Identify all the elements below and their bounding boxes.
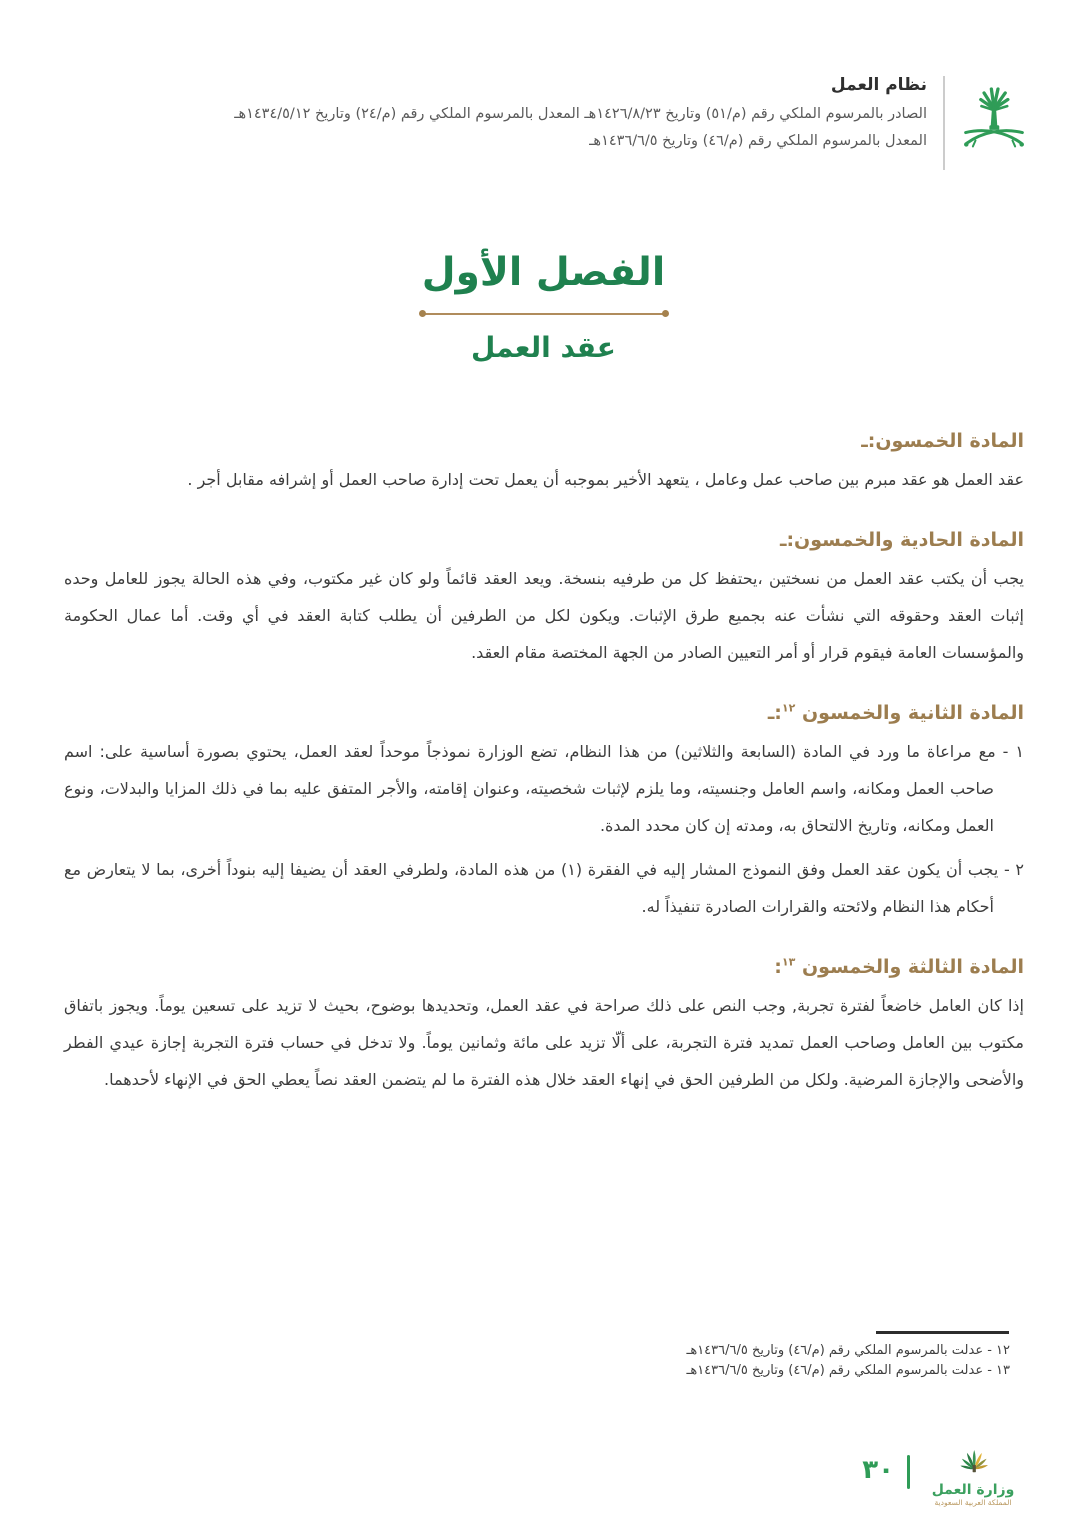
ministry-logo xyxy=(923,1436,1023,1508)
footnote-13: ١٣ - عدلت بالمرسوم الملكي رقم (م/٤٦) وتاريخ ١٤٣٦/٦/٥هـ xyxy=(686,1363,1010,1378)
saudi-emblem-icon xyxy=(961,68,1027,176)
article-52-item-1: ١ - مع مراعاة ما ورد في المادة (السابعة والثلاثين) من هذا النظام، تضع الوزارة نموذجاً موحداً لعقد العمل، يحتوي بصورة أساسية على: اسم صاحب العمل ومكانه، واسم العامل وجنسيته، وما يلزم لإثبات شخصيته، وعنوان إقامته، والأجر المتفق عليه بما في ذلك المزايا والبدلات، ونوع العمل ومكانه، وتاريخ الالتحاق به، ومدته إن كان محدد المدة. xyxy=(64,742,1024,835)
article-50-heading-text: المادة الخمسون xyxy=(875,430,1024,452)
document-title: نظام العمل xyxy=(830,75,927,95)
page-number-divider xyxy=(907,1455,910,1489)
article-53-heading xyxy=(64,952,1024,982)
article-53 xyxy=(64,952,1024,1098)
decree-line-1: الصادر بالمرسوم الملكي رقم (م/٥١) وتاريخ ١٤٢٦/٨/٢٣هـ المعدل بالمرسوم الملكي رقم (م/٢٤) وتاريخ ١٤٣٤/٥/١٢هـ xyxy=(234,106,927,122)
articles-section xyxy=(64,426,1024,1125)
article-50-heading xyxy=(64,426,1024,456)
chapter-title: الفصل الأول xyxy=(421,250,666,295)
chapter-divider-rule xyxy=(423,313,665,315)
article-52-footnote-ref: ١٢ xyxy=(781,701,796,715)
article-51-heading-suffix: :ـ xyxy=(779,529,795,551)
article-52-heading-text: المادة الثانية والخمسون xyxy=(801,702,1024,724)
article-53-heading-suffix: : xyxy=(774,956,782,978)
header-divider xyxy=(943,76,945,170)
article-50-body: عقد العمل هو عقد مبرم بين صاحب عمل وعامل ، يتعهد الأخير بموجبه أن يعمل تحت إدارة صاحب العمل أو إشرافه مقابل أجر . xyxy=(187,470,1024,489)
chapter-header xyxy=(0,250,1087,364)
chapter-subtitle: عقد العمل xyxy=(471,330,616,364)
article-50 xyxy=(64,426,1024,498)
page-footer xyxy=(862,1436,1023,1508)
article-53-footnote-ref: ١٣ xyxy=(781,955,796,969)
article-51-body: يجب أن يكتب عقد العمل من نسختين ،يحتفظ كل من طرفيه بنسخة. ويعد العقد قائماً ولو كان غير مكتوب، وفي هذه الحالة يجوز للعامل وحده إثبات العقد وحقوقه التي نشأت عنه بجميع طرق الإثبات. ويكون لكل من الطرفين أن يطلب كتابة العقد في أي وقت. أما عمال الحكومة والمؤسسات العامة فيقوم قرار أو أمر التعيين الصادر من الجهة المختصة مقام العقد. xyxy=(64,569,1024,662)
article-51-heading-text: المادة الحادية والخمسون xyxy=(794,529,1024,551)
ministry-logo-subtitle: المملكة العربية السعودية xyxy=(934,1498,1012,1508)
footnotes-section xyxy=(63,1331,1010,1381)
header-text-block xyxy=(234,68,927,155)
article-53-heading-text: المادة الثالثة والخمسون xyxy=(801,956,1024,978)
article-50-heading-suffix: :ـ xyxy=(861,430,876,452)
article-53-body: إذا كان العامل خاضعاً لفترة تجربة, وجب النص على ذلك صراحة في عقد العمل، وتحديدها بوضوح، بحيث لا تزيد على تسعين يوماً. ويجوز باتفاق مكتوب بين العامل وصاحب العمل تمديد فترة التجربة، على ألّا تزيد على مائة وثمانين يوماً. ولا تدخل في حساب فترة التجربة إجازة عيدي الفطر والأضحى والإجازة المرضية. ولكل من الطرفين الحق في إنهاء العقد خلال هذه الفترة ما لم يتضمن العقد نصاً يعطي الحق في الإنهاء لأحدهما. xyxy=(64,996,1024,1089)
ministry-logo-title: وزارة العمل xyxy=(931,1482,1015,1498)
article-52 xyxy=(64,698,1024,925)
page-number: ٣٠ xyxy=(862,1454,894,1485)
article-52-heading-suffix: :ـ xyxy=(767,702,782,724)
article-52-item-2: ٢ - يجب أن يكون عقد العمل وفق النموذج المشار إليه في الفقرة (١) من هذه المادة، ولطرفي العقد أن يضيفا إليه بنوداً أخرى، بما لا يتعارض مع أحكام هذا النظام ولائحته والقرارات الصادرة تنفيذاً له. xyxy=(64,860,1024,916)
decree-line-2: المعدل بالمرسوم الملكي رقم (م/٤٦) وتاريخ ١٤٣٦/٦/٥هـ xyxy=(589,133,927,149)
article-51 xyxy=(64,525,1024,671)
footnotes-rule xyxy=(876,1331,1009,1334)
page-header xyxy=(234,68,1027,176)
ministry-logo-icon xyxy=(942,1436,1004,1480)
article-51-heading xyxy=(64,525,1024,555)
footnote-12: ١٢ - عدلت بالمرسوم الملكي رقم (م/٤٦) وتاريخ ١٤٣٦/٦/٥هـ xyxy=(686,1343,1010,1358)
article-52-heading xyxy=(64,698,1024,728)
